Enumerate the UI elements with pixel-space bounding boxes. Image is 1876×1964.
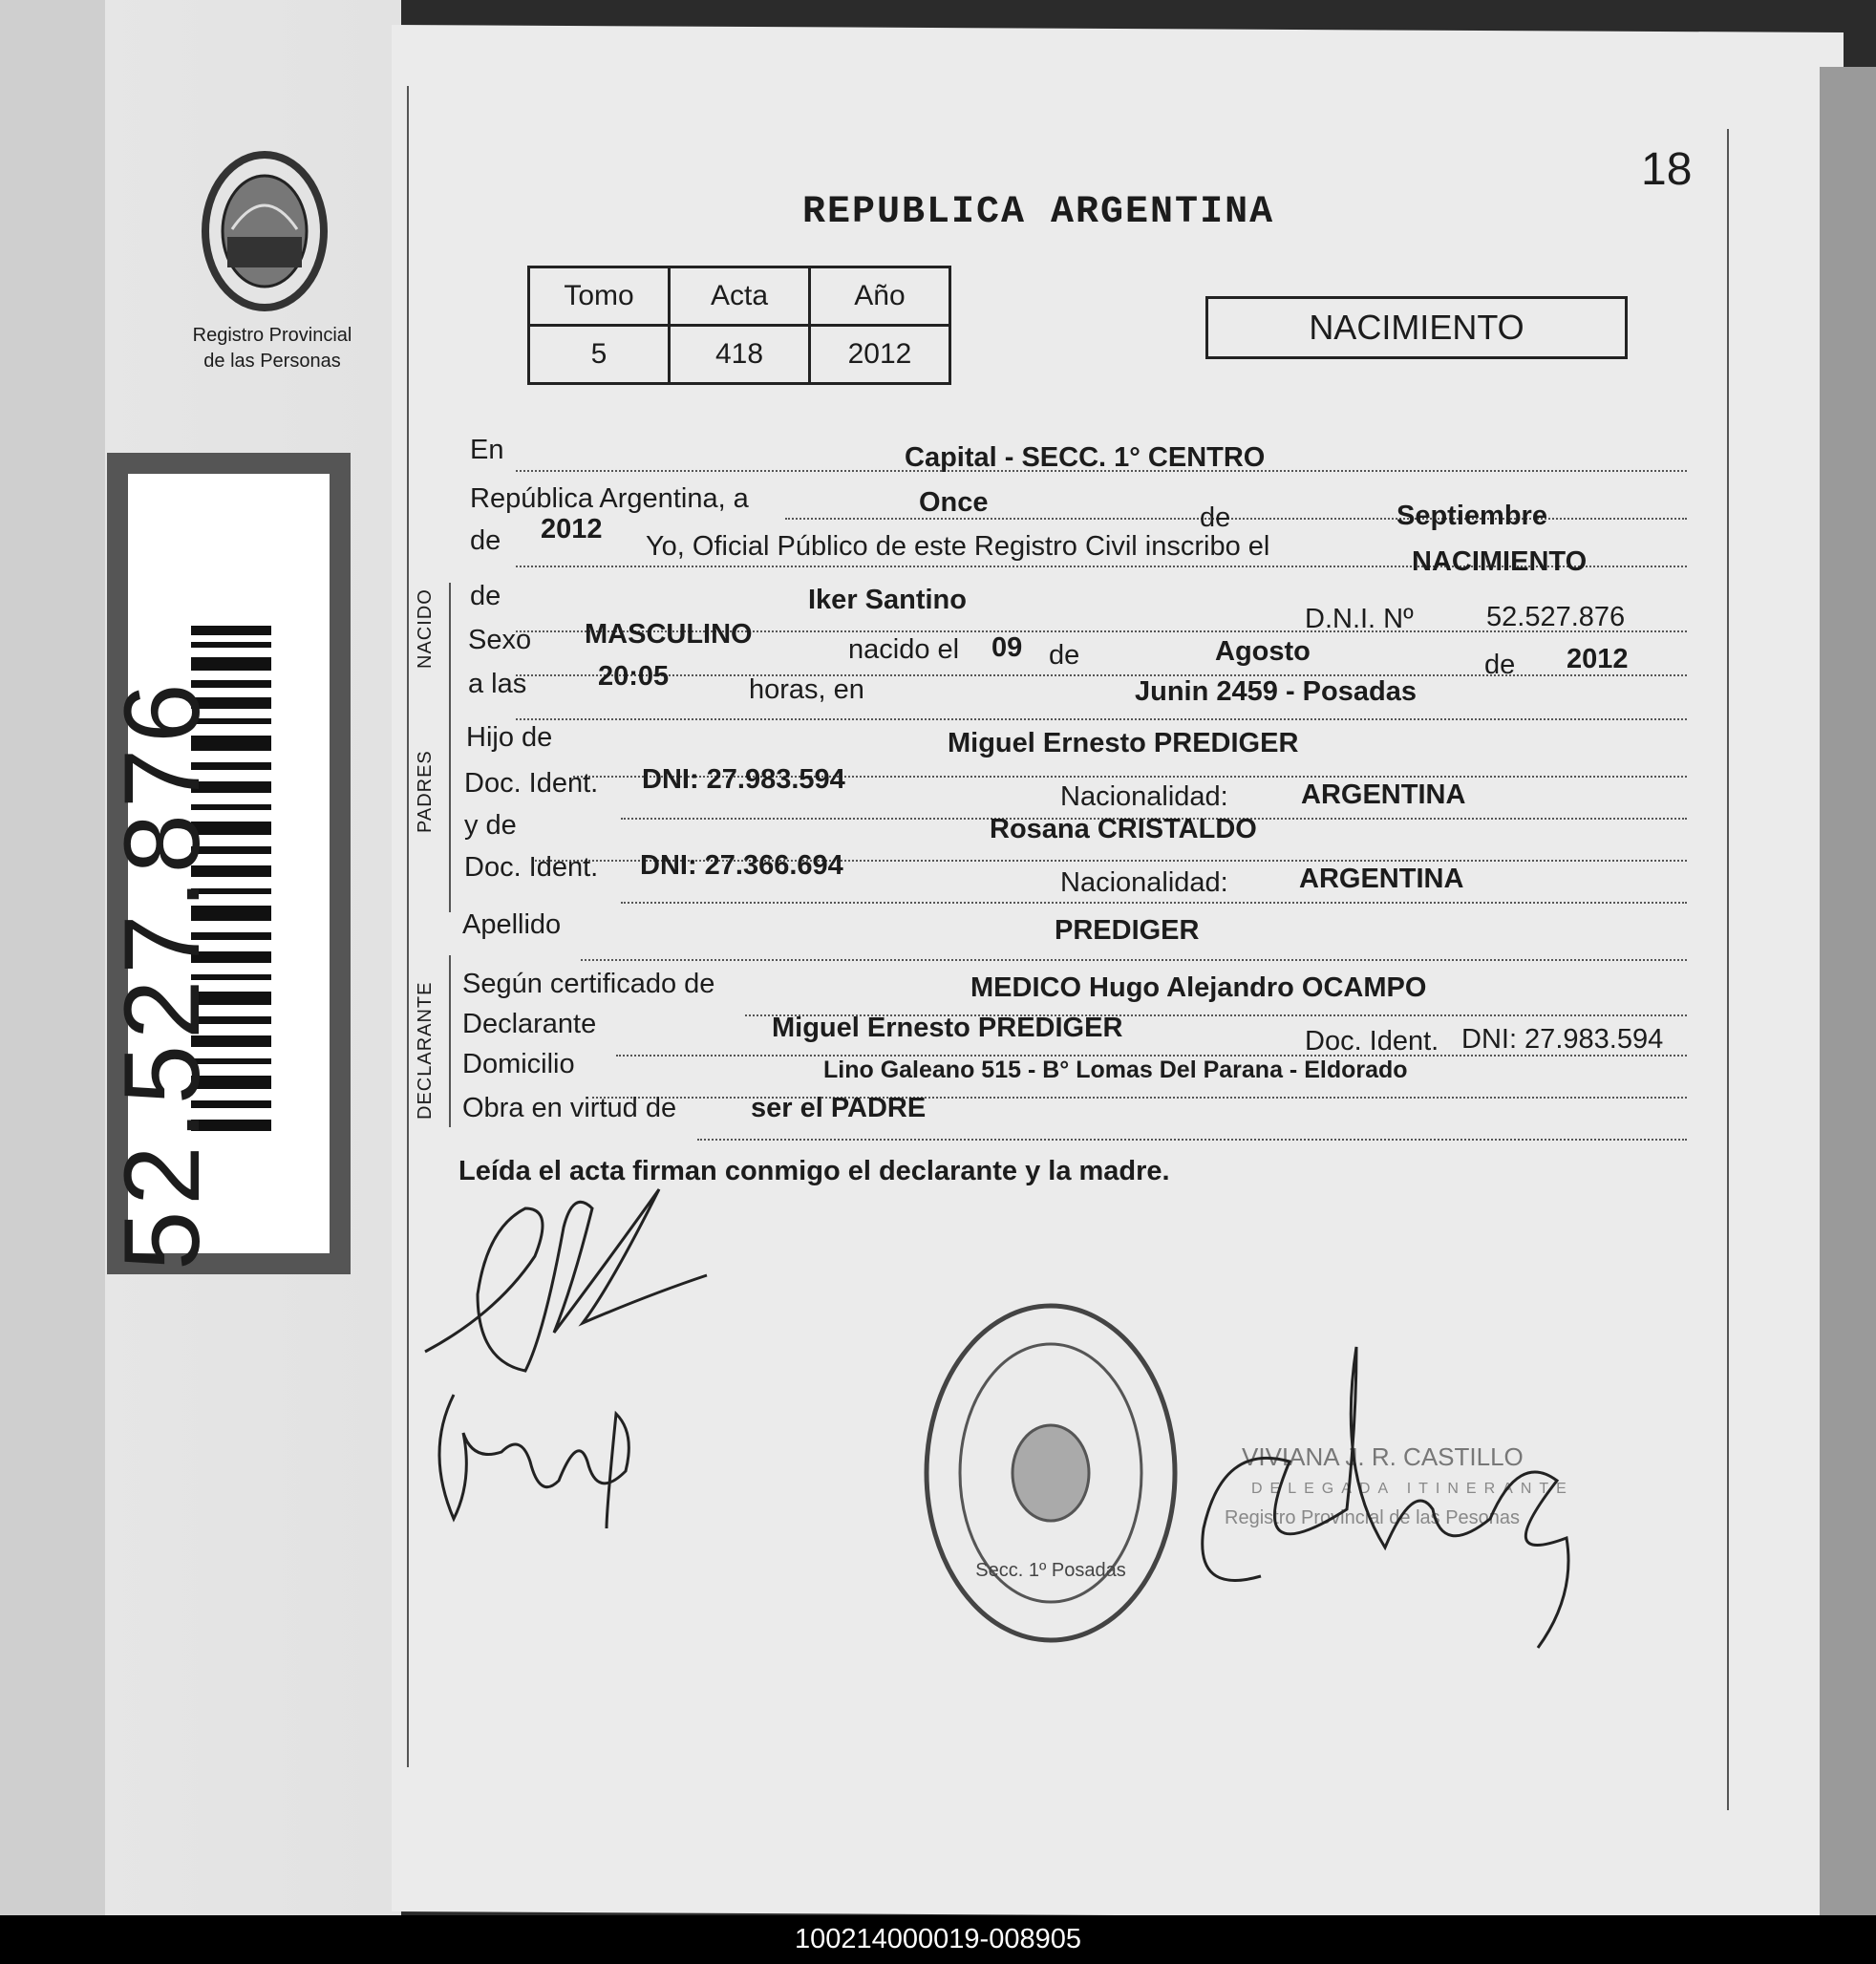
label-obra: Obra en virtud de: [462, 1093, 677, 1123]
mother-signature-icon: [435, 1376, 645, 1538]
value-acta: 418: [670, 326, 810, 384]
label-oficial: Yo, Oficial Público de este Registro Civil inscribo el: [646, 531, 1270, 562]
value-lugar: Capital - SECC. 1° CENTRO: [905, 442, 1266, 473]
label-hijo-de: Hijo de: [466, 722, 553, 753]
section-rule: [449, 736, 451, 912]
caption-line-1: Registro Provincial: [192, 325, 352, 346]
label-dni: D.N.I. Nº: [1305, 604, 1414, 634]
value-hora: 20:05: [598, 661, 670, 692]
value-madre-nac: ARGENTINA: [1299, 864, 1464, 894]
value-dia: Once: [919, 487, 989, 518]
barcode-bar: [191, 657, 271, 671]
label-doc-ident-2: Doc. Ident.: [464, 852, 599, 883]
value-anio: 2012: [541, 514, 603, 544]
label-doc-ident-1: Doc. Ident.: [464, 768, 599, 799]
dotted-line: [581, 959, 1687, 961]
label-sexo: Sexo: [468, 625, 532, 655]
label-segun: Según certificado de: [462, 969, 715, 999]
header-tomo: Tomo: [529, 267, 670, 326]
label-de-year-nac: de: [1484, 650, 1516, 680]
value-padre: Miguel Ernesto PREDIGER: [948, 728, 1299, 758]
value-domicilio: Lino Galeano 515 - B° Lomas Del Parana - Eldorado: [823, 1057, 1408, 1083]
label-en: En: [470, 435, 504, 465]
value-anio: 2012: [810, 326, 950, 384]
label-nacionalidad-1: Nacionalidad:: [1060, 781, 1228, 812]
page-number: 18: [1641, 144, 1693, 195]
value-dia-nac: 09: [991, 632, 1023, 663]
header-anio: Año: [810, 267, 950, 326]
label-domicilio: Domicilio: [462, 1049, 575, 1079]
label-apellido: Apellido: [462, 909, 562, 940]
page-title: REPUBLICA ARGENTINA: [802, 191, 1275, 234]
dotted-line: [516, 674, 1687, 676]
misiones-seal-icon: [189, 143, 340, 315]
label-y-de: y de: [464, 810, 517, 841]
label-doc-ident-3: Doc. Ident.: [1305, 1026, 1439, 1057]
value-declarante-doc: DNI: 27.983.594: [1461, 1024, 1664, 1055]
margin-rule: [1727, 129, 1729, 1810]
label-de-year: de: [470, 525, 501, 556]
label-de-name: de: [470, 581, 501, 611]
section-declarante: DECLARANTE: [415, 981, 436, 1120]
label-nacido-el: nacido el: [848, 634, 960, 665]
barcode-bar: [191, 626, 271, 635]
label-horas-en: horas, en: [749, 674, 864, 705]
stamp-inner-text: Secc. 1º Posadas: [975, 1560, 1126, 1581]
left-page-edge: [0, 0, 105, 1915]
dotted-line: [516, 718, 1687, 720]
book-edge: [1820, 67, 1876, 1915]
value-madre-doc: DNI: 27.366.694: [640, 850, 843, 881]
header-acta: Acta: [670, 267, 810, 326]
value-padre-doc: DNI: 27.983.594: [642, 764, 845, 795]
label-de-month: de: [1049, 640, 1080, 671]
value-madre: Rosana CRISTALDO: [990, 814, 1257, 844]
dotted-line: [621, 902, 1687, 904]
label-de: de: [1200, 502, 1231, 533]
value-dni: 52.527.876: [1486, 602, 1626, 632]
value-sexo: MASCULINO: [585, 619, 753, 650]
registry-table: [527, 266, 951, 385]
label-nacionalidad-2: Nacionalidad:: [1060, 867, 1228, 898]
value-certificado: MEDICO Hugo Alejandro OCAMPO: [970, 972, 1427, 1003]
official-name: VIVIANA J. R. CASTILLO: [1242, 1442, 1524, 1471]
margin-rule: [407, 86, 409, 1767]
value-lugar-nac: Junin 2459 - Posadas: [1135, 676, 1417, 707]
value-mes: Septiembre: [1396, 501, 1547, 531]
barcode-bar: [191, 642, 271, 648]
registry-stamp-icon: [917, 1299, 1184, 1648]
section-nacido: NACIDO: [415, 588, 436, 669]
dotted-line: [697, 1139, 1687, 1141]
official-org: Registro Provincial de las Pesonas: [1225, 1507, 1521, 1528]
value-acto: NACIMIENTO: [1412, 546, 1588, 577]
value-obra: ser el PADRE: [751, 1093, 927, 1123]
caption-line-2: de las Personas: [203, 351, 341, 372]
value-mes-nac: Agosto: [1215, 636, 1311, 667]
closing-statement: Leída el acta firman conmigo el declarante y la madre.: [458, 1156, 1170, 1186]
official-signature-icon: [1184, 1337, 1586, 1653]
label-a-las: a las: [468, 669, 527, 699]
value-apellido: PREDIGER: [1055, 915, 1200, 946]
value-nombre: Iker Santino: [808, 585, 967, 615]
section-padres: PADRES: [415, 750, 436, 833]
footer-id-bar: 100214000019-008905: [0, 1915, 1876, 1964]
value-declarante: Miguel Ernesto PREDIGER: [772, 1013, 1123, 1043]
official-role: DELEGADA ITINERANTE: [1251, 1481, 1574, 1497]
label-republica: República Argentina, a: [470, 483, 749, 514]
document-type-box: NACIMIENTO: [1205, 296, 1628, 359]
barcode-number: 52.527.876: [102, 677, 222, 1270]
value-tomo: 5: [529, 326, 670, 384]
section-rule: [449, 583, 451, 745]
section-rule: [449, 955, 451, 1127]
value-anio-nac: 2012: [1567, 644, 1629, 674]
value-padre-nac: ARGENTINA: [1301, 779, 1466, 810]
label-declarante: Declarante: [462, 1009, 597, 1039]
declarant-signature-icon: [420, 1170, 726, 1390]
registry-caption: [172, 323, 373, 374]
